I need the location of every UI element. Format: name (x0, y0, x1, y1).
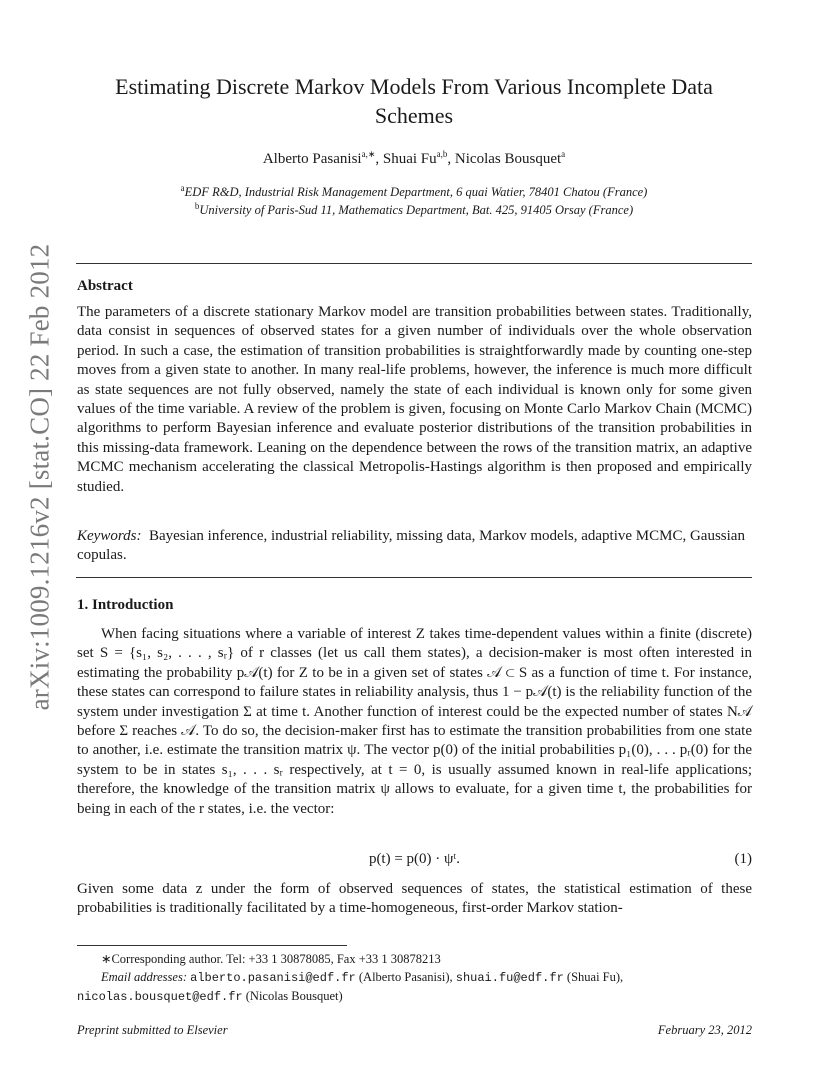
email-link[interactable]: nicolas.bousquet@edf.fr (77, 990, 243, 1004)
paper-title: Estimating Discrete Markov Models From Various Incomplete Data Schemes (115, 74, 713, 128)
affiliation-line (80, 201, 748, 219)
equation-expression: p(t) = p(0) · ψᵗ. (368, 851, 461, 867)
author-affiliation-mark: a,∗ (361, 149, 376, 159)
email-owner: (Nicolas Bousquet) (245, 989, 343, 1003)
author-affiliation-mark: a,b (436, 149, 448, 159)
arxiv-identifier-text: arXiv:1009.1216v2 [stat.CO] 22 Feb 2012 (24, 243, 55, 711)
email-owner: (Alberto Pasanisi), (358, 970, 453, 984)
abstract-top-rule (76, 263, 752, 264)
footnote-rule (77, 945, 347, 946)
email-owner: (Shuai Fu), (566, 970, 624, 984)
footer-date: February 23, 2012 (657, 1023, 752, 1037)
abstract-heading: Abstract (77, 278, 133, 294)
keywords-label: Keywords: (77, 528, 142, 544)
keywords (77, 527, 752, 566)
abstract-body: The parameters of a discrete stationary Markov model are transition probabilities between states. Traditionally, data consist in sequences of observed states for a given number of individuals over the whole observation period. In such a case, the estimation of transition probabilities is straightforwardly made by counting one-step moves from a given state to another. In many real-life problems, however, the inference is much more difficult as state sequences are not fully observed, namely the state of each individual is known only for some given values of the time variable. A review of the problem is given, focusing on Monte Carlo Markov Chain (MCMC) algorithms to perform Bayesian inference and evaluate posterior distributions of the transition probabilities in this missing-data framework. Leaning on the dependence between the rows of the transition matrix, an adaptive MCMC mechanism accelerating the classical Metropolis-Hastings algorithm is then proposed and empirically studied. (77, 304, 752, 495)
keywords-text: Bayesian inference, industrial reliability, missing data, Markov models, adaptive MCMC, Gaussian copulas. (77, 528, 745, 564)
affiliation-line (80, 183, 748, 201)
affiliation-text: EDF R&D, Industrial Risk Management Department, 6 quai Watier, 78401 Chatou (France) (184, 185, 648, 199)
email-addresses (77, 968, 752, 1006)
equation-number: (1) (734, 851, 752, 867)
author-list: Alberto Pasanisi$^{a,∗}$, Shuai Fu$^{a,b}$, Nicolas Bousquet$^a$ (262, 149, 566, 167)
author-affiliation-mark: a (561, 149, 566, 159)
affiliation-text: University of Paris-Sud 11, Mathematics Department, Bat. 425, 91405 Orsay (France) (199, 203, 634, 217)
email-label: Email addresses: (101, 970, 187, 984)
author-name: Shuai Fu (382, 151, 437, 167)
corresponding-author-note: ∗Corresponding author. Tel: +33 1 30878085, Fax +33 1 30878213 (101, 952, 441, 966)
post-equation-paragraph: Given some data z under the form of observed sequences of states, the statistical estimation of these probabilities is traditionally facilitated by a time-homogeneous, first-order Markov station- (77, 881, 752, 917)
email-link[interactable]: alberto.pasanisi@edf.fr (190, 971, 356, 985)
section-heading: 1. Introduction (77, 597, 174, 613)
author-name: Nicolas Bousquet (454, 151, 562, 167)
affiliations (80, 183, 748, 219)
introduction-paragraph: When facing situations where a variable of interest Z takes time-dependent values within a finite (discrete) set S = {s₁, s₂, . . . , sᵣ} of r classes (let us call them states), a decision-maker is most often interested in estimating the probability p𝒜(t) for Z to be in a given set of states 𝒜 ⊂ S as a function of time t. For instance, these states can correspond to failure states in reliability analysis, thus 1 − p𝒜(t) is the reliability function of the system under investigation Σ at time t. Another function of interest could be the expected number of states N𝒜 before Σ reaches 𝒜. To do so, the decision-maker first has to estimate the transition probabilities from one state to another, i.e. estimate the transition matrix ψ. The vector p(0) of the initial probabilities p₁(0), . . . pᵣ(0) for the system to be in states s₁, . . . sᵣ respectively, at t = 0, is usually assumed known in real-life applications; therefore, the knowledge of the transition matrix ψ allows to evaluate, for a given time t, the probabilities for being in each of the r states, i.e. the vector: (77, 626, 752, 817)
author-name: Alberto Pasanisi (262, 151, 362, 167)
abstract-bottom-rule (76, 577, 752, 578)
email-link[interactable]: shuai.fu@edf.fr (455, 971, 564, 985)
affiliation-mark: b (194, 200, 200, 211)
affiliation-mark: a (180, 182, 185, 193)
footer-preprint-note: Preprint submitted to Elsevier (77, 1023, 228, 1037)
footnotes (77, 950, 752, 1006)
